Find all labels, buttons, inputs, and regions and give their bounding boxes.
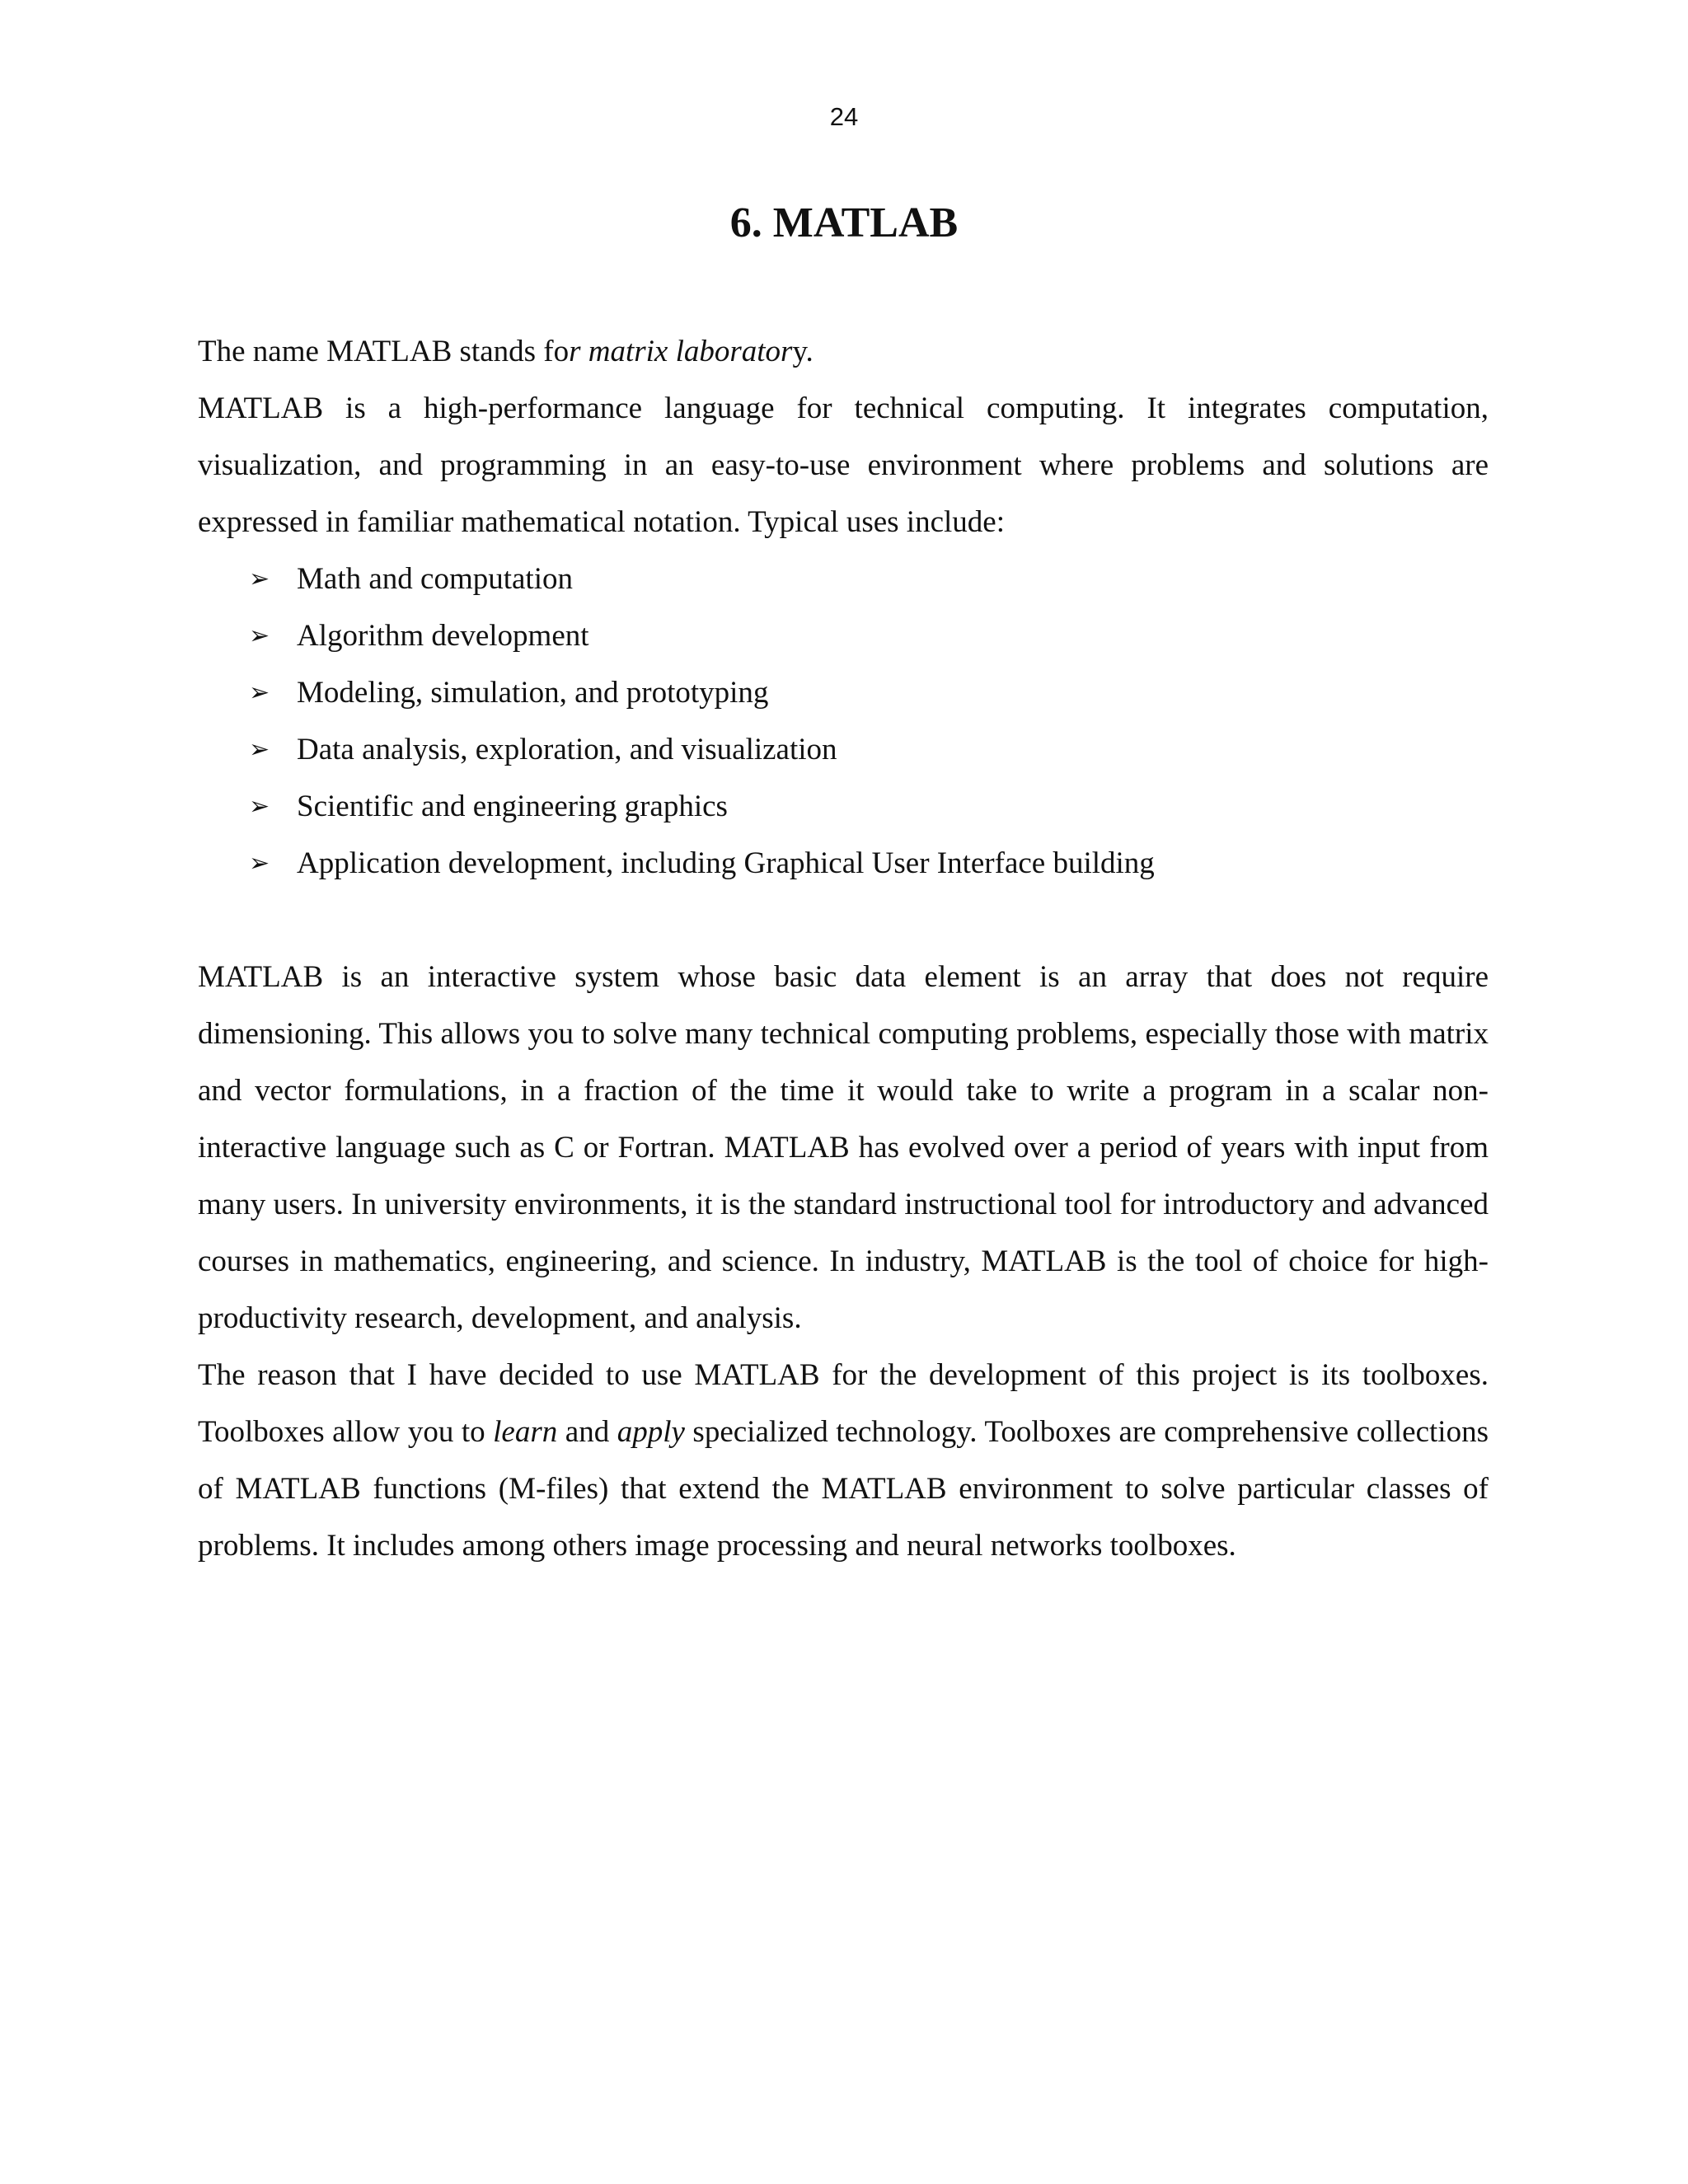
italic-learn: learn [493,1415,558,1449]
page-number: 24 [829,102,859,131]
arrowhead-bullet-icon: ➢ [249,678,270,707]
paragraph-spacer [198,892,1489,949]
list-item [198,835,1489,892]
body-content [198,323,1489,1574]
arrowhead-bullet-icon: ➢ [249,735,270,764]
list-item-text: Algorithm development [297,619,589,653]
toolboxes-text-and: and [557,1415,617,1449]
list-item [198,551,1489,607]
list-item [198,664,1489,721]
list-item-text: Scientific and engineering graphics [297,790,728,823]
intro-italic-text: r matrix laborator [569,335,793,368]
list-item [198,607,1489,664]
paragraph-description: MATLAB is a high-performance language for technical computing. It integrates computation, visualization, and programming in an easy-to-use environment where problems and solutions are expressed in familiar mathematical notation. Typical uses include: [198,391,1489,539]
arrowhead-bullet-icon: ➢ [249,849,270,878]
arrowhead-bullet-icon: ➢ [249,565,270,593]
paragraph-toolboxes [198,1347,1489,1574]
list-item-text: Application development, including Graphical User Interface building [297,846,1155,880]
list-item [198,721,1489,778]
list-item [198,778,1489,835]
paragraph-interactive-system: MATLAB is an interactive system whose basic data element is an array that does not require dimensioning. This allows you to solve many technical computing problems, especially those with matrix and vector formulations, in a fraction of the time it would take to write a program in a scalar non-interactive language such as C or Fortran. MATLAB has evolved over a period of years with input from many users. In university environments, it is the standard instructional tool for introductory and advanced courses in mathematics, engineering, and science. In industry, MATLAB is the tool of choice for high-productivity research, development, and analysis. [198,960,1489,1335]
intro-text: The name MATLAB stands fo [198,335,570,368]
uses-list [198,551,1489,892]
arrowhead-bullet-icon: ➢ [249,621,270,650]
chapter-title: 6. MATLAB [729,199,959,246]
list-item-text: Data analysis, exploration, and visualization [297,733,837,766]
intro-text-end: y. [792,335,814,368]
toolboxes-text: The reason that I have decided to use MATLAB for the development of this project is its toolboxes. Toolboxes allow you to [198,1358,1489,1449]
list-item-text: Math and computation [297,562,573,596]
toolboxes-text-end: specialized technology. Toolboxes are comprehensive collections of MATLAB functions (M-files) that extend the MATLAB environment to solve particular classes of problems. It includes among others image processing and neural networks toolboxes. [198,1415,1489,1563]
intro-sentence [198,323,1489,380]
arrowhead-bullet-icon: ➢ [249,792,270,821]
italic-apply: apply [617,1415,685,1449]
list-item-text: Modeling, simulation, and prototyping [297,676,769,710]
